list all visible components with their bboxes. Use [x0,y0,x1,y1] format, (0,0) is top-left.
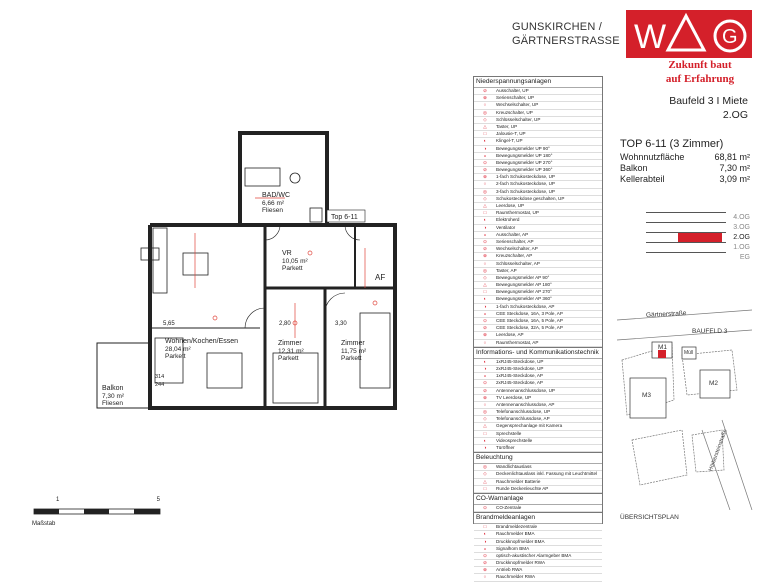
legend-symbol-icon: ⊙ [483,159,487,165]
legend-row [474,167,602,174]
legend-symbol-icon: ◎ [482,464,487,470]
legend-row [474,445,602,452]
room-label [102,385,124,408]
scale-graphic [32,508,162,516]
legend-item-label: Wechselschalter, UP [496,102,539,108]
legend-item-label: Antrieb RWA [496,567,523,573]
legend-symbol-icon: ⊙ [483,318,487,323]
floor-label: 2.OG [722,109,748,121]
legend-row [474,546,602,553]
legend-symbol-icon: ⊘ [483,167,487,173]
legend-item-label: Bewegungsmelder UP 180° [496,152,553,158]
site-map [612,300,758,510]
legend-symbol-icon: ⊘ [483,246,487,252]
legend-item-label: Ausschalter, UP [496,88,529,93]
legend-item-label: Antennenanschlussdose, AP [496,401,555,407]
legend-item-label: Bewegungsmelder UP 360° [496,167,553,173]
room-name: Wohnen/Kochen/Essen [165,338,239,345]
legend-row [474,189,602,196]
room-name: BAD/WC [262,192,290,199]
legend-item-label: Schukosteckdose geschalten, UP [496,195,565,201]
legend-row [474,539,602,546]
legend-item-label: 2xRJ45-Steckdose, UP [496,365,544,371]
legend-row [474,232,602,239]
legend-item-label: Bewegungsmelder AP 360° [496,296,552,302]
area-value: 68,81 m² [714,152,750,162]
legend-symbol-icon: ◑ [483,303,487,309]
room-floor: Parkett [341,355,362,362]
legend-item-label: Videosprechstelle [496,437,533,443]
floor-level [646,252,726,263]
legend-item-label: Brandmeldezentrale [496,524,538,530]
legend-row [474,332,602,339]
unit-summary [620,138,750,185]
legend-row [474,311,602,318]
legend-row [474,340,602,347]
legend-item-label: Rauchmelder RWA [496,574,536,580]
wag-logo [626,10,752,58]
legend-symbol-icon: ◎ [482,267,487,273]
legend-row [474,373,602,380]
legend-item-label: Leerdose, UP [496,203,525,208]
legend-row [474,217,602,224]
dim-label: 5,65 [163,321,175,327]
legend-row [474,524,602,531]
legend-item-label: Antennenanschlussdose, UP [496,387,555,393]
legend-item-label: Rauchmelder BMA [496,531,535,537]
building-label: M2 [709,380,719,387]
legend-row [474,210,602,217]
legend-item-label: Telefonanschlussdose, UP [496,409,551,415]
room-label [165,338,238,361]
legend-item-label: Kreuzschalter, UP [496,109,533,115]
room-label [262,192,290,215]
legend-symbol-icon: ◒ [483,373,487,379]
legend-symbol-icon: ⊗ [483,332,487,338]
legend-symbol-icon: ◇ [483,116,487,122]
legend-symbol-icon: ⊗ [483,174,487,180]
floor-level-label: 4.OG [733,214,750,221]
dining-table [183,253,208,275]
legend-symbol-icon: ⊘ [483,560,487,566]
dim-label: 314 [155,374,165,380]
legend-symbol-icon: ○ [483,181,487,187]
building-label: M3 [642,392,652,399]
legend-symbol-icon: ◇ [483,195,487,201]
legend-item-label: CEE Steckdose, 16A, 5 Pole, AP [496,318,563,323]
top-label: Top 6-11 [331,214,358,221]
legend-row [474,196,602,203]
legend-symbol-icon: ◒ [483,310,487,316]
floor-level-label: 1.OG [733,244,750,251]
legend-row [474,431,602,438]
svg-text:W: W [634,18,673,56]
legend-item-label: Sprechstelle [496,430,522,436]
area-label: Balkon [620,163,648,173]
site-caption: ÜBERSICHTSPLAN [620,514,679,521]
legend-item-label: optisch-akustischer Alarmgeber BMA [496,552,572,558]
room-area: 7,30 m² [102,392,125,400]
legend-row [474,325,602,332]
legend-symbol-icon: ◎ [482,109,487,115]
legend-item-label: Telefonanschlussdose, AP [496,416,550,422]
legend-item-label: Taster, UP [496,123,518,129]
legend-row [474,88,602,95]
legend-row [474,304,602,311]
legend-symbol-icon: ○ [483,339,487,345]
room-floor: Fliesen [102,400,123,407]
legend-row [474,574,602,581]
legend-item-label: Bewegungsmelder AP 180° [496,282,552,288]
dim-label: 2,80 [279,321,291,327]
legend-item-label: CEE Steckdose, 16A, 3 Pole, AP [496,310,563,316]
legend-row [474,486,602,493]
legend-item-label: Leerdose, AP [496,332,524,338]
legend-item-label: Gegensprechanlage mit Kamera [496,423,563,429]
baufeld-info [664,94,748,122]
legend-item-label: Druckknopfmelder BMA [496,538,545,544]
af-label: AF [375,273,386,282]
floor-plan [95,128,415,428]
legend-row [474,117,602,124]
dim-label: 3,30 [335,321,347,327]
legend-row [474,380,602,387]
legend-item-label: Raumthermostat, UP [496,210,539,216]
legend-row [474,110,602,117]
legend-item-label: Jalousie-T, UP [496,131,526,137]
street-label: Hörbersteinstraße [708,428,729,473]
area-row [620,163,750,174]
legend-row [474,416,602,423]
legend-symbol-icon: ◇ [483,274,487,280]
legend-row [474,203,602,210]
legend-row [474,531,602,538]
legend-row [474,138,602,145]
scale-right: 5 [156,497,160,503]
legend-item-label: 1-fach Schukosteckdose, AP [496,303,555,309]
legend-item-label: 2xRJ45-Steckdose, AP [496,380,543,386]
room-area: 11,75 m² [341,347,367,355]
scale-bar [32,497,162,527]
legend-row [474,318,602,325]
legend-row [474,261,602,268]
legend-item-label: CEE Steckdose, 32A, 5 Pole, AP [496,325,563,331]
room-label [282,250,308,273]
legend-row [474,95,602,102]
legend-symbol-icon: ○ [483,102,487,108]
legend-row [474,275,602,282]
legend-symbol-icon: ○ [483,401,487,407]
building-label: Müll [684,350,694,356]
legend-row [474,239,602,246]
area-label: Wohnnutzfläche [620,152,685,162]
legend-section-title: Brandmeldeanlagen [474,512,602,524]
legend-item-label: Signalhorn BMA [496,545,530,551]
legend-item-label: Taster, AP [496,267,517,273]
legend-row [474,160,602,167]
area-row [620,174,750,185]
dim-label: 244 [155,382,165,388]
legend-item-label: 1-fach Schukosteckdose, UP [496,174,555,180]
legend-row [474,146,602,153]
legend-symbol-icon: □ [483,210,487,216]
legend-row [474,131,602,138]
room-name: Balkon [102,385,124,392]
legend-symbol-icon: ◒ [483,545,487,551]
site-plan [612,300,758,522]
legend-row [474,388,602,395]
legend-item-label: 1xRJ45-Steckdose, UP [496,358,544,364]
legend-item-label: Schlüsselschalter, UP [496,116,541,122]
legend-item-label: Bewegungsmelder AP 90° [496,274,550,280]
legend-symbol-icon: ◐ [483,217,487,223]
address-line-1: GUNSKIRCHEN / [512,21,602,33]
legend-row [474,395,602,402]
area-row [620,152,750,163]
baufeld-label: Baufeld 3 I Miete [669,95,748,107]
legend-symbol-icon: ◐ [483,138,487,144]
legend-symbol-icon: ◑ [483,445,487,450]
legend-row [474,282,602,289]
legend-item-label: Türöffner [496,445,515,450]
unit-title: TOP 6-11 (3 Zimmer) [620,138,724,150]
legend-symbol-icon: □ [483,131,487,137]
room-area: 6,66 m² [262,199,285,207]
legend-section-title: CO-Warnanlage [474,493,602,505]
legend-item-label: Bewegungsmelder UP 270° [496,159,553,165]
legend-row [474,268,602,275]
legend-symbol-icon: □ [483,289,487,295]
legend-item-label: Klingel-T, UP [496,138,523,144]
legend-row [474,567,602,574]
building-label: M1 [658,344,668,351]
legend-item-label: Elektroherd [496,217,520,223]
legend-item-label: TV Leerdose, UP [496,394,532,400]
legend-symbol-icon: □ [483,524,487,530]
project-address [512,20,620,48]
legend-item-label: Ausschalter, AP [496,231,529,237]
legend-row [474,253,602,260]
legend-symbol-icon: ○ [483,260,487,266]
legend-symbol-icon: △ [483,123,487,129]
legend-symbol-icon: ⊗ [483,394,487,400]
legend-item-label: Bewegungsmelder UP 90° [496,145,550,151]
legend-row [474,402,602,409]
scale-label: Maßstab [32,521,56,527]
room-floor: Parkett [165,353,186,360]
room-area: 28,04 m² [165,345,191,353]
scale-left: 1 [56,497,60,503]
floor-level-label: EG [739,254,750,261]
room-area: 10,05 m² [282,257,308,265]
legend-row [474,366,602,373]
legend-item-label: Bewegungsmelder AP 270° [496,289,552,295]
legend-item-label: Ventilator [496,224,516,230]
legend-symbol-icon: ⊗ [483,95,487,101]
legend-row [474,289,602,296]
legend-symbol-icon: ◇ [483,471,487,477]
legend-row [474,553,602,560]
legend-row [474,560,602,567]
legend-row [474,102,602,109]
legend-row [474,124,602,131]
legend-row [474,225,602,232]
legend-symbol-icon: ⊗ [483,253,487,259]
address-line-2: GÄRTNERSTRASSE [512,35,620,47]
legend-symbol-icon: ◇ [483,416,487,422]
legend-symbol-icon: ⊙ [483,380,487,386]
legend-symbol-icon: △ [483,478,487,484]
slogan-line-1: Zukunft baut [668,59,732,71]
slogan-line-2: auf Erfahrung [665,73,735,85]
legend-item-label: Serienschalter, UP [496,95,535,101]
legend-row [474,438,602,445]
legend-row [474,505,602,512]
legend-symbol-icon: ◑ [483,365,487,371]
legend-row [474,471,602,478]
legend-symbol-icon: ⊙ [483,552,487,558]
legend-item-label: Wechselschalter, AP [496,246,538,252]
legend-symbol-icon: ⊘ [483,325,487,331]
legend-item-label: Wandlichtauslass [496,464,532,470]
legend-symbol-icon: ⊘ [483,387,487,393]
legend-item-label: 3-fach Schukosteckdose, UP [496,188,555,194]
bathtub [245,168,280,186]
legend-symbol-icon: ◑ [483,145,487,151]
legend-row [474,246,602,253]
room-name: VR [282,250,292,257]
legend-symbol-icon: ⊗ [483,567,487,573]
room-area: 12,31 m² [278,347,304,355]
svg-text:G: G [722,26,738,48]
legend-section-title: Niederspannungsanlagen [474,77,602,88]
legend-row [474,409,602,416]
legend-item-label: Serienschalter, AP [496,238,534,244]
legend-symbol-icon: ◐ [483,358,487,364]
room-floor: Parkett [278,355,299,362]
floor-indicator [646,212,750,264]
legend-symbol-icon: △ [483,282,487,288]
legend-item-label: Druckknopfmelder RWA [496,560,546,566]
street-label: Gärtnerstraße [645,309,687,320]
legend-symbol-icon: ○ [483,574,487,580]
room-name: Zimmer [278,340,302,347]
room-floor: Fliesen [262,207,283,214]
legend-item-label: 2-fach Schukosteckdose, UP [496,181,555,187]
room-floor: Parkett [282,265,303,272]
legend-item-label: Rauchmelder Batterie [496,478,541,484]
legend-row [474,423,602,430]
legend-row [474,181,602,188]
room-label [341,340,366,363]
legend-row [474,153,602,160]
legend-item-label: Deckenlichtauslass inkl. Fassung mit Leuchtmittel [496,471,598,477]
legend-symbol-icon: △ [483,203,487,208]
legend-row [474,296,602,303]
legend-symbol-icon: △ [483,423,487,429]
area-value: 7,30 m² [719,163,750,173]
legend-row [474,174,602,181]
legend-symbol-icon: ◐ [483,437,487,443]
legend-symbol-icon: ◒ [483,231,487,237]
legend-symbol-icon: ◐ [483,531,487,537]
floor-level-label: 2.OG [733,234,750,241]
legend-symbol-icon: ◐ [483,296,487,302]
legend-item-label: Schlüsselschalter, AP [496,260,540,266]
legend-symbol-icon: □ [483,485,487,491]
legend-item-label: Kreuzschalter, AP [496,253,533,259]
legend-symbol-icon: □ [483,430,487,436]
area-label: Kellerabteil [620,174,665,184]
legend-section-title: Informations- und Kommunikationstechnik [474,347,602,359]
legend-symbol-icon: ⊘ [483,88,487,93]
legend-item-label: Raumthermostat, AP [496,339,539,345]
legend-row [474,479,602,486]
baufeld-site-label: BAUFELD 3 [692,328,728,335]
room-label [278,340,304,363]
legend-symbol-icon: ⊙ [483,504,487,510]
legend-item-label: CO-Zentrale [496,504,522,510]
legend-row [474,359,602,366]
floor-level-label: 3.OG [733,224,750,231]
slogan [640,58,760,86]
legend-item-label: Runde Deckenleuchte AP [496,485,549,491]
legend-symbol-icon: ⊙ [483,238,487,244]
legend-symbol-icon: ◒ [483,152,487,158]
legend-symbol-icon: ◑ [483,538,487,544]
legend-section-title: Beleuchtung [474,452,602,464]
room-name: Zimmer [341,340,365,347]
area-value: 3,09 m² [719,174,750,184]
legend-symbol-icon: ◎ [482,188,487,194]
legend-symbol-icon: ◎ [482,409,487,415]
legend-item-label: 1xRJ45-Steckdose, AP [496,373,543,379]
symbol-legend [473,76,603,580]
legend-symbol-icon: ◑ [483,224,487,230]
legend-row [474,464,602,471]
